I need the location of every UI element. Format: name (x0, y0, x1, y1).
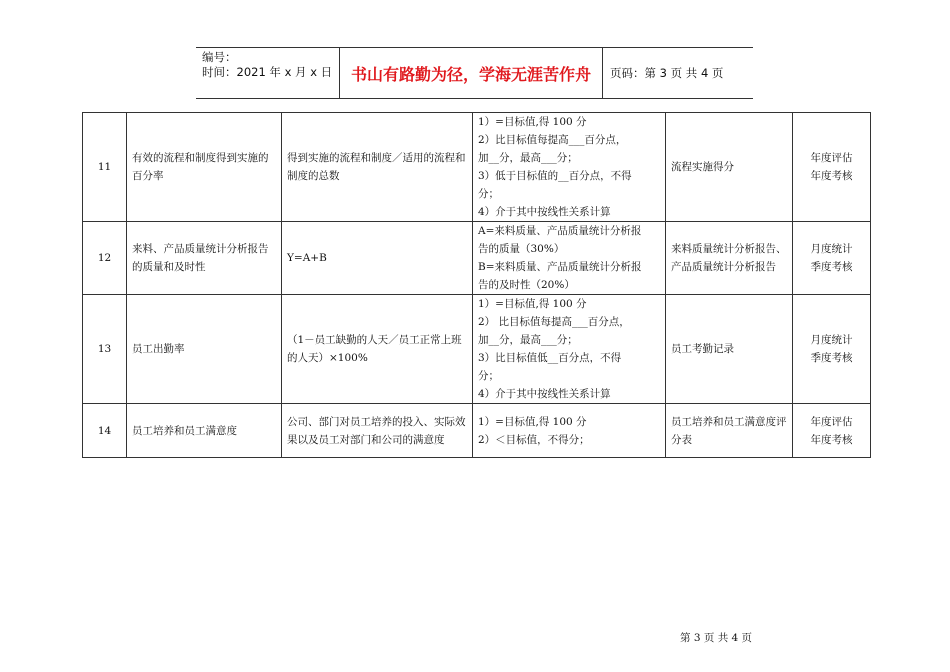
source-cell: 流程实施得分 (666, 113, 793, 222)
period-cell (793, 113, 871, 222)
standard-line: 告的质量（30%） (478, 243, 565, 255)
page-footer: 第 3 页 共 4 页 (680, 632, 753, 644)
formula-cell: 得到实施的流程和制度／适用的流程和制度的总数 (282, 113, 473, 222)
standard-line: 2） 比目标值每提高___百分点， (478, 316, 630, 328)
formula-cell: （1－员工缺勤的人天／员工正常上班的人天）×100% (282, 295, 473, 404)
standard-line: 告的及时性（20%） (478, 279, 575, 291)
table-row (83, 222, 871, 295)
standard-line: 1）=目标值,得 100 分 (478, 415, 587, 428)
row-number: 12 (83, 222, 127, 295)
standard-cell (473, 113, 666, 222)
period-line: 年度评估 (810, 415, 853, 428)
standard-cell (473, 222, 666, 295)
standard-line: 加__分，最高___分； (478, 334, 578, 346)
period-line: 年度评估 (810, 152, 853, 164)
document-date: 时间：2021 年 x 月 x 日 (202, 65, 333, 79)
table-row (83, 113, 871, 222)
kpi-table (82, 112, 871, 458)
source-cell: 员工培养和员工满意度评分表 (666, 404, 793, 458)
standard-line: 2）比目标值每提高___百分点， (478, 134, 627, 146)
standard-line: 4）介于其中按线性关系计算 (478, 388, 611, 400)
source-cell: 来料质量统计分析报告、产品质量统计分析报告 (666, 222, 793, 295)
table-row (83, 404, 871, 458)
row-number: 14 (83, 404, 127, 458)
header-page-info: 页码：第 3 页 共 4 页 (610, 66, 724, 80)
period-line: 年度考核 (810, 433, 853, 446)
period-cell (793, 404, 871, 458)
standard-cell (473, 404, 666, 458)
formula-cell: Y=A+B (282, 222, 473, 295)
indicator-cell: 来料、产品质量统计分析报告的质量和及时性 (127, 222, 282, 295)
standard-line: 1）=目标值,得 100 分 (478, 116, 587, 128)
source-cell: 员工考勤记录 (666, 295, 793, 404)
period-line: 月度统计 (810, 243, 853, 255)
standard-line: 2）＜目标值，不得分； (478, 433, 590, 446)
indicator-cell: 有效的流程和制度得到实施的百分率 (127, 113, 282, 222)
standard-line: B=来料质量、产品质量统计分析报 (478, 261, 642, 273)
table-row (83, 295, 871, 404)
period-line: 年度考核 (810, 170, 853, 182)
period-line: 季度考核 (810, 261, 853, 273)
standard-line: 3）比目标值低__百分点，不得 (478, 352, 622, 364)
document-number-label: 编号： (202, 50, 237, 64)
indicator-cell: 员工出勤率 (127, 295, 282, 404)
indicator-cell: 员工培养和员工满意度 (127, 404, 282, 458)
standard-line: A=来料质量、产品质量统计分析报 (478, 225, 642, 237)
standard-line: 1）=目标值,得 100 分 (478, 298, 587, 310)
row-number: 11 (83, 113, 127, 222)
period-line: 月度统计 (810, 334, 853, 346)
standard-line: 分； (478, 370, 499, 382)
period-cell (793, 295, 871, 404)
header-meta (196, 48, 340, 98)
period-line: 季度考核 (810, 352, 853, 364)
header-motto: 书山有路勤为径，学海无涯苦作舟 (340, 48, 603, 98)
period-cell (793, 222, 871, 295)
standard-line: 加__分，最高___分； (478, 152, 578, 164)
standard-line: 分； (478, 188, 499, 200)
standard-line: 3）低于目标值的__百分点，不得 (478, 170, 632, 182)
standard-cell (473, 295, 666, 404)
document-header (196, 47, 753, 99)
row-number: 13 (83, 295, 127, 404)
formula-cell: 公司、部门对员工培养的投入、实际效果以及员工对部门和公司的满意度 (282, 404, 473, 458)
standard-line: 4）介于其中按线性关系计算 (478, 206, 611, 218)
